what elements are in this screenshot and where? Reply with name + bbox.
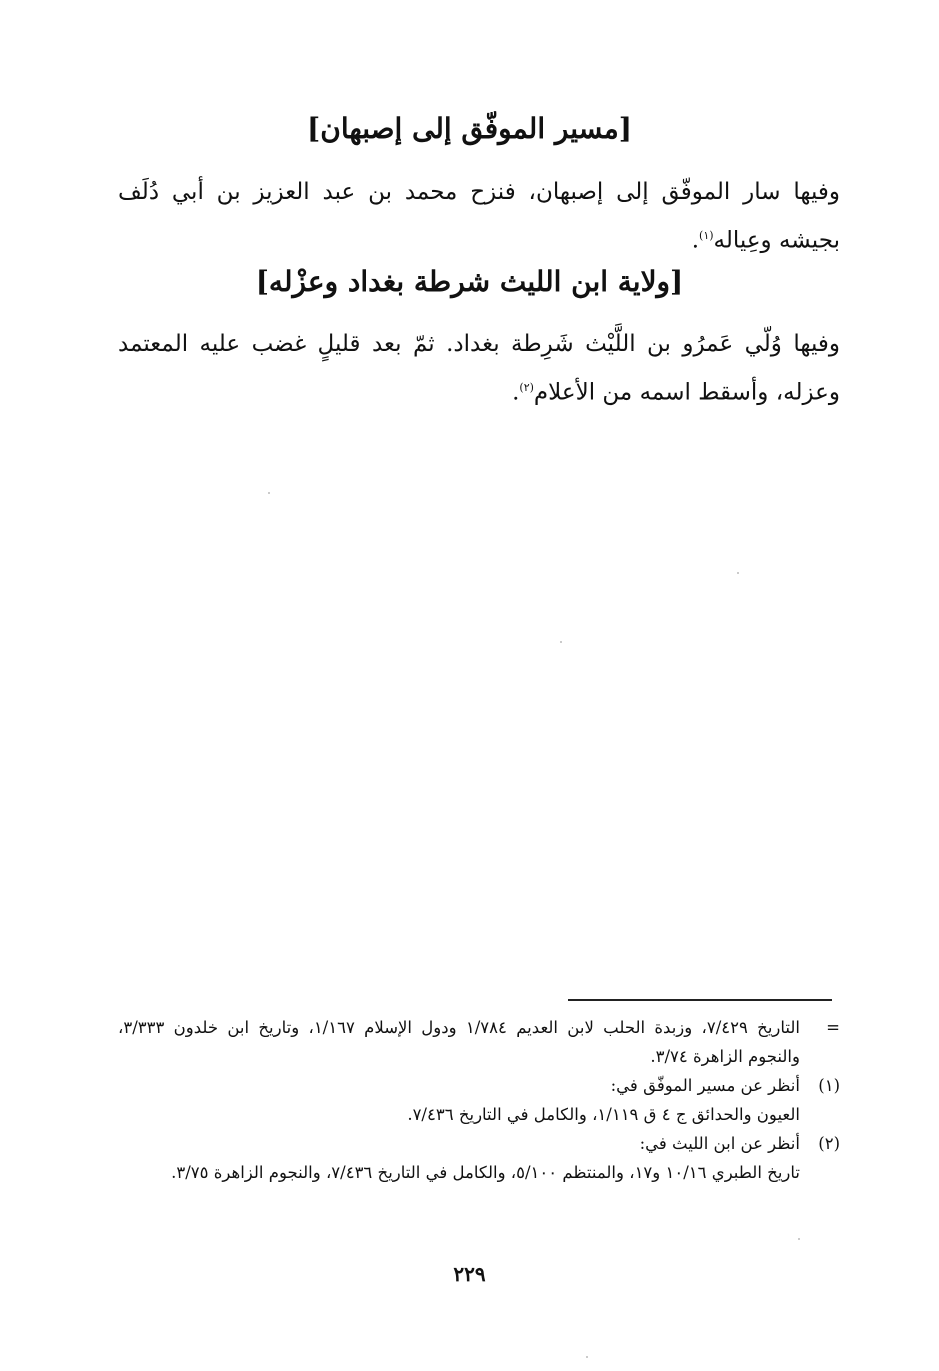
scan-speck	[586, 1356, 588, 1358]
footnote-marker: =	[826, 1018, 840, 1037]
footnote-intro: أنظر عن ابن الليث في:	[639, 1134, 800, 1153]
paragraph-end-mark: .	[512, 379, 520, 406]
footnote-intro: أنظر عن مسير الموفّق في:	[610, 1076, 800, 1095]
footnote-marker: (١)	[818, 1076, 840, 1095]
footnote-sources: تاريخ الطبري ١٠/١٦ و١٧، والمنتظم ٥/١٠٠، والكامل في التاريخ ٧/٤٣٦، والنجوم الزاهرة ٣/٧٥.	[171, 1163, 800, 1182]
paragraph-end-mark: .	[691, 227, 700, 254]
paragraph-muwaffaq-isfahan	[118, 170, 840, 263]
footnote-2	[118, 1129, 840, 1187]
scan-speck	[560, 641, 562, 643]
scan-speck	[798, 1238, 800, 1240]
footnote-body	[118, 1071, 800, 1129]
section-heading-muwaffaq-isfahan: [مسير الموفّق إلى إصبهان]	[307, 112, 632, 145]
paragraph-text: وفيها وُلّي عَمرُو بن اللَّيْث شَرِطة بغداد. ثمّ بعد قليلٍ غضب عليه المعتمد وعزله، وأسقط اسمه من الأعلام	[118, 331, 840, 406]
section-heading-ibn-al-layth-police: [ولاية ابن الليث شرطة بغداد وعزْله]	[255, 265, 684, 298]
scan-speck	[268, 492, 270, 494]
paragraph-ibn-al-layth-police	[118, 322, 840, 415]
page-number: ٢٢٩	[453, 1262, 486, 1286]
footnote-marker: (٢)	[818, 1134, 840, 1153]
footnote-ref-2: (٢)	[519, 381, 534, 394]
paragraph-text: وفيها سار الموفّق إلى إصبهان، فنزح محمد بن عبد العزيز بن أبي دُلَف بجيشه وعِياله	[118, 179, 840, 254]
footnote-ref-1: (١)	[699, 229, 714, 242]
footnotes	[118, 1013, 840, 1187]
footnote-continued	[118, 1013, 840, 1071]
footnote-body	[118, 1129, 800, 1187]
footnote-divider	[568, 999, 832, 1001]
footnote-sources: العيون والحدائق ج ٤ ق ١/١١٩، والكامل في التاريخ ٧/٤٣٦.	[407, 1105, 800, 1124]
footnote-text: التاريخ ٧/٤٢٩، وزبدة الحلب لابن العديم ١/٧٨٤ ودول الإسلام ١/١٦٧، وتاريخ ابن خلدون ٣/٣٣٣، والنجوم الزاهرة ٣/٧٤.	[118, 1018, 801, 1066]
scan-speck	[737, 572, 739, 574]
footnote-1	[118, 1071, 840, 1129]
